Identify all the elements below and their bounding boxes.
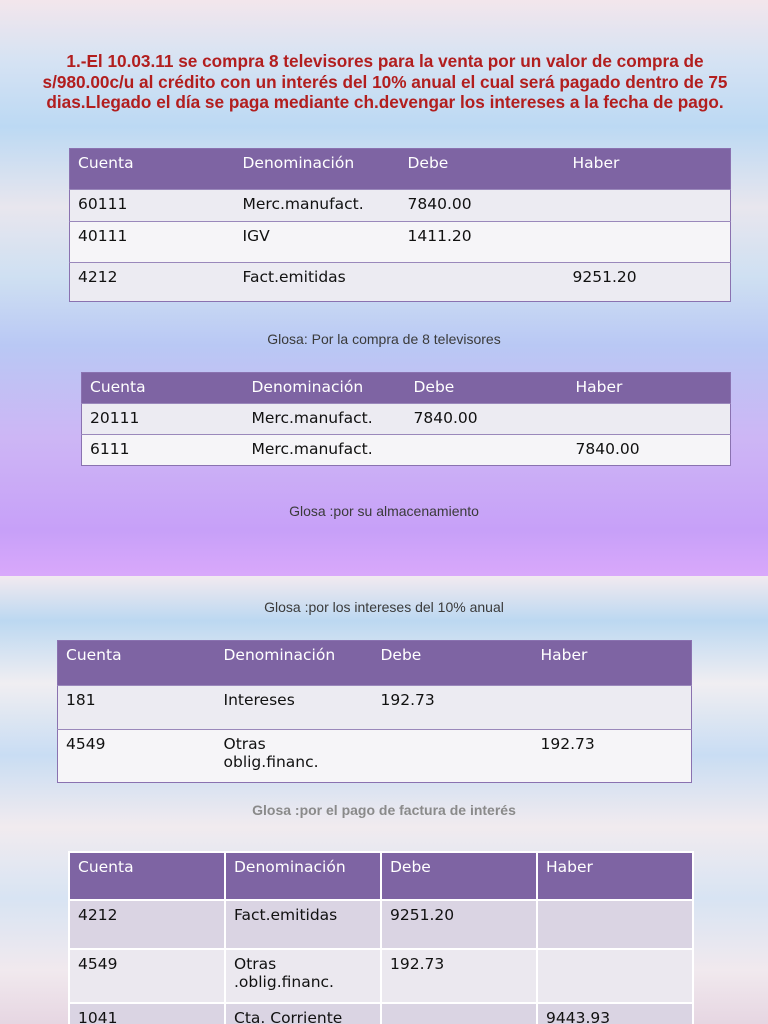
cell-denominacion: Merc.manufact. — [244, 404, 406, 435]
cell-denominacion: Merc.manufact. — [235, 190, 400, 222]
cell-denominacion: Cta. Corriente — [225, 1003, 381, 1024]
table-row — [69, 1003, 693, 1024]
table-header-row — [58, 641, 692, 686]
table-header-row — [70, 149, 731, 190]
header-debe: Debe — [373, 641, 533, 686]
cell-debe: 1411.20 — [400, 222, 565, 263]
cell-debe: 7840.00 — [400, 190, 565, 222]
cell-denominacion: Intereses — [216, 686, 373, 730]
cell-debe — [373, 730, 533, 783]
cell-denominacion: Fact.emitidas — [225, 900, 381, 949]
journal-table-storage — [81, 372, 731, 466]
gloss-interest-payment: Glosa :por el pago de factura de interés — [252, 802, 516, 818]
cell-cuenta: 20111 — [82, 404, 244, 435]
header-cuenta: Cuenta — [69, 852, 225, 900]
table-row — [70, 263, 731, 302]
header-haber: Haber — [537, 852, 693, 900]
table-row — [82, 435, 731, 466]
table-row — [82, 404, 731, 435]
cell-cuenta: 1041 — [69, 1003, 225, 1024]
cell-denominacion: Otras oblig.financ. — [216, 730, 373, 783]
header-debe: Debe — [381, 852, 537, 900]
header-haber: Haber — [565, 149, 731, 190]
cell-cuenta: 6111 — [82, 435, 244, 466]
gloss-purchase: Glosa: Por la compra de 8 televisores — [267, 331, 501, 347]
cell-haber: 9443.93 — [537, 1003, 693, 1024]
header-denominacion: Denominación — [225, 852, 381, 900]
cell-haber — [565, 222, 731, 263]
slide-2 — [0, 576, 768, 1024]
cell-cuenta: 40111 — [70, 222, 235, 263]
cell-debe — [381, 1003, 537, 1024]
header-debe: Debe — [400, 149, 565, 190]
table-row — [58, 730, 692, 783]
cell-debe — [406, 435, 568, 466]
journal-table-purchase — [69, 148, 731, 302]
cell-haber — [533, 686, 692, 730]
header-haber: Haber — [568, 373, 731, 404]
header-denominacion: Denominación — [244, 373, 406, 404]
table-row — [70, 222, 731, 263]
cell-denominacion: Fact.emitidas — [235, 263, 400, 302]
cell-haber: 7840.00 — [568, 435, 731, 466]
cell-denominacion: IGV — [235, 222, 400, 263]
cell-debe: 9251.20 — [381, 900, 537, 949]
table-row — [70, 190, 731, 222]
cell-debe — [400, 263, 565, 302]
cell-debe: 7840.00 — [406, 404, 568, 435]
table-row — [69, 949, 693, 1003]
journal-table-interest — [57, 640, 692, 783]
cell-haber — [537, 949, 693, 1003]
cell-haber: 9251.20 — [565, 263, 731, 302]
gloss-storage: Glosa :por su almacenamiento — [289, 503, 479, 519]
cell-cuenta: 60111 — [70, 190, 235, 222]
header-denominacion: Denominación — [216, 641, 373, 686]
cell-cuenta: 4212 — [69, 900, 225, 949]
cell-cuenta: 4549 — [58, 730, 216, 783]
header-debe: Debe — [406, 373, 568, 404]
cell-denominacion: Merc.manufact. — [244, 435, 406, 466]
header-cuenta: Cuenta — [70, 149, 235, 190]
cell-haber — [537, 900, 693, 949]
cell-cuenta: 181 — [58, 686, 216, 730]
cell-haber — [565, 190, 731, 222]
cell-debe: 192.73 — [373, 686, 533, 730]
table-header-row — [69, 852, 693, 900]
cell-denominacion: Otras .oblig.financ. — [225, 949, 381, 1003]
header-haber: Haber — [533, 641, 692, 686]
header-denominacion: Denominación — [235, 149, 400, 190]
table-header-row — [82, 373, 731, 404]
gloss-interest: Glosa :por los intereses del 10% anual — [264, 599, 504, 615]
header-cuenta: Cuenta — [82, 373, 244, 404]
exercise-title: 1.-El 10.03.11 se compra 8 televisores para la venta por un valor de compra de s/980.00c/u al crédito con un interés del 10% anual el cual será pagado dentro de 75 dias.Llegado el día se paga mediante ch.devengar los intereses a la fecha de pago. — [42, 51, 728, 112]
header-cuenta: Cuenta — [58, 641, 216, 686]
table-row — [69, 900, 693, 949]
cell-haber: 192.73 — [533, 730, 692, 783]
cell-cuenta: 4212 — [70, 263, 235, 302]
table-row — [58, 686, 692, 730]
cell-cuenta: 4549 — [69, 949, 225, 1003]
cell-debe: 192.73 — [381, 949, 537, 1003]
cell-haber — [568, 404, 731, 435]
journal-table-payment — [68, 851, 694, 1024]
